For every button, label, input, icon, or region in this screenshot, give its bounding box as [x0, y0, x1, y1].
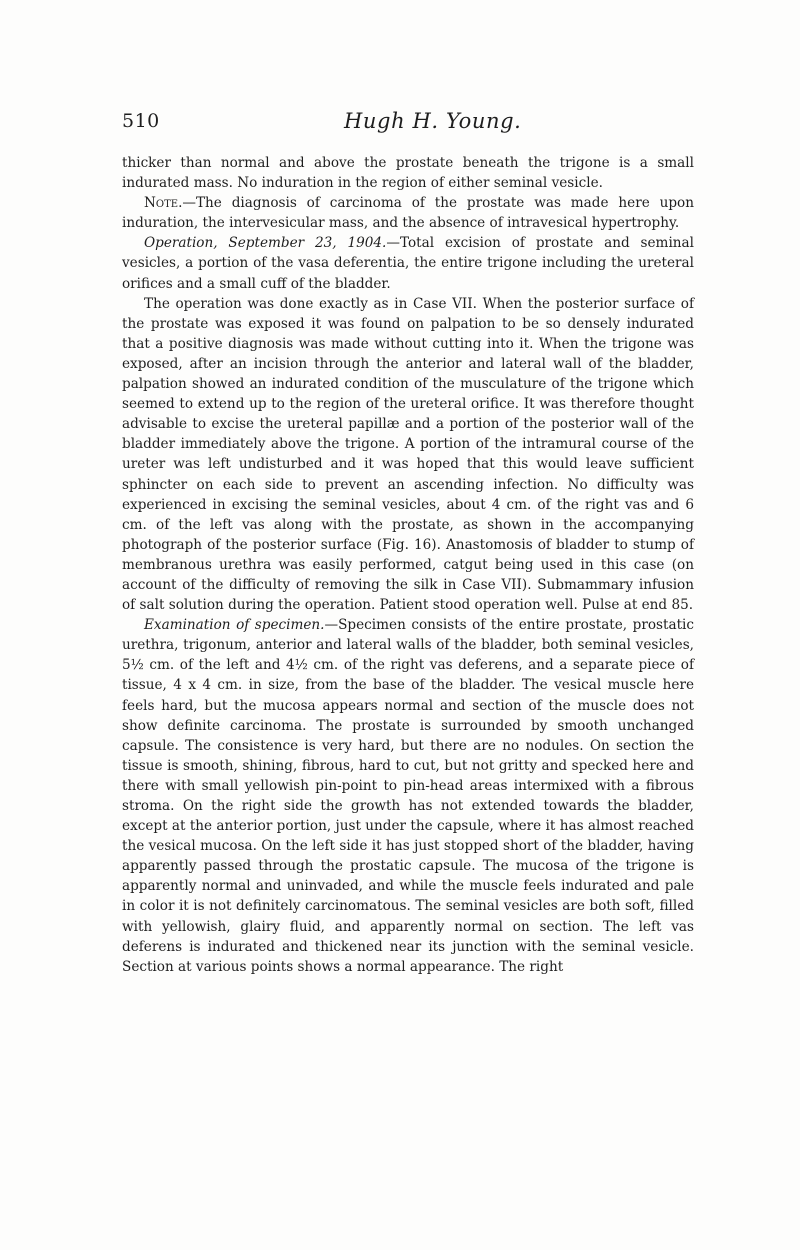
- paragraph-text: thicker than normal and above the prostate beneath the trigone is a small indurated mass. No induration in the region of either seminal vesicle.: [122, 155, 694, 192]
- page-number: 510: [122, 110, 160, 132]
- paragraph-text: —Total excision of prostate and seminal vesicles, a portion of the vasa deferentia, the entire trigone including the ureteral orifices and a small cuff of the bladder.: [122, 235, 695, 292]
- paragraph-text: The operation was done exactly as in Case VII. When the posterior surface of the prostate was exposed it was found on palpation to be so densely indurated that a positive diagnosis was made without cutting into it. When the trigone was exposed, after an incision through the anterior and lateral wall of the bladder, palpation showed an indurated condition of the musculature of the trigone which seemed to extend up to the region of the ureteral orifice. It was therefore thought advisable to excise the ureteral papillæ and a portion of the posterior wall of the bladder immediately above the trigone. A portion of the intramural course of the ureter was left undisturbed and it was hoped that this would leave sufficient sphincter on each side to prevent an ascending infection. No difficulty was experienced in excising the seminal vesicles, about 4 cm. of the right vas and 6 cm. of the left vas along with the prostate, as shown in the accompanying photograph of the posterior surface (Fig. 16). Anastomosis of bladder to stump of membranous urethra was easily performed, catgut being used in this case (on account of the difficulty of removing the silk in Case VII). Submammary infusion of salt solution during the operation. Patient stood operation well. Pulse at end 85.: [122, 295, 694, 614]
- operation-lead: Operation, September 23, 1904.: [144, 235, 387, 252]
- paragraph-continuation: [122, 153, 694, 193]
- examination-lead: Examination of specimen.: [144, 617, 325, 634]
- paragraph-note: [122, 193, 694, 233]
- note-lead: Note.: [144, 195, 183, 212]
- page-header: [122, 110, 692, 138]
- paragraph-procedure: [122, 294, 694, 616]
- paragraph-examination: [122, 615, 694, 977]
- running-head: Hugh H. Young.: [344, 109, 522, 133]
- paragraph-operation: [122, 233, 694, 293]
- paragraph-text: —Specimen consists of the entire prostate, prostatic urethra, trigonum, anterior and lateral walls of the bladder, both seminal vesicles, 5½ cm. of the left and 4½ cm. of the right vas deferens, and a separate piece of tissue, 4 x 4 cm. in size, from the base of the bladder. The vesical muscle here feels hard, but the mucosa appears normal and section of the muscle does not show definite carcinoma. The prostate is surrounded by smooth unchanged capsule. The consistence is very hard, but there are no nodules. On section the tissue is smooth, shining, fibrous, hard to cut, but not gritty and specked here and there with small yellowish pin-point to pin-head areas intermixed with a fibrous stroma. On the right side the growth has not extended towards the bladder, except at the anterior portion, just under the capsule, where it has almost reached the vesical mucosa. On the left side it has just stopped short of the bladder, having apparently passed through the prostatic capsule. The mucosa of the trigone is apparently normal and uninvaded, and while the muscle feels indurated and pale in color it is not definitely carcinomatous. The seminal vesicles are both soft, filled with yellowish, glairy fluid, and apparently normal on section. The left vas deferens is indurated and thickened near its junction with the seminal vesicle. Section at various points shows a normal appearance. The right: [122, 617, 695, 975]
- body-text: [122, 153, 694, 977]
- paragraph-text: —The diagnosis of carcinoma of the prostate was made here upon induration, the intervesicular mass, and the absence of intravesical hypertrophy.: [122, 195, 694, 232]
